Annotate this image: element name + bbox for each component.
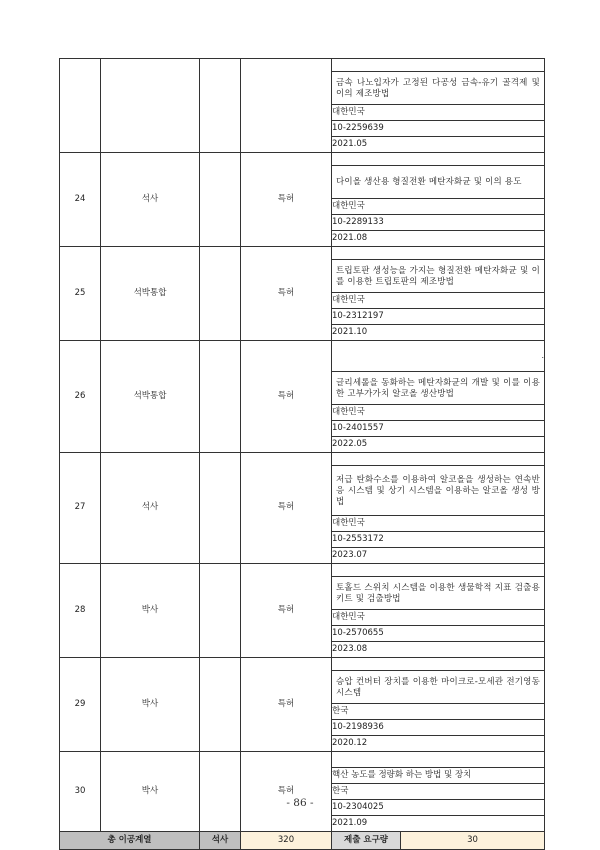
row-spacer (332, 752, 545, 768)
row-type (241, 59, 332, 153)
row-title: 승압 컨버터 장치를 이용한 마이크로-모세관 전기영동 시스템 (332, 671, 545, 704)
row-blank-cell (200, 752, 241, 832)
table-row (60, 153, 545, 166)
summary-count: 320 (241, 832, 332, 850)
row-degree (101, 59, 200, 153)
row-blank-cell (200, 153, 241, 247)
stray-mark: . (541, 351, 544, 360)
row-type: 특허 (241, 247, 332, 341)
row-date: 2021.10 (332, 325, 545, 341)
row-title: 글리세롤을 동화하는 메탄자화균의 개발 및 이를 이용한 고부가가치 알코올 생산방법 (332, 372, 545, 405)
row-number: 26 (60, 341, 101, 453)
row-blank-cell (200, 59, 241, 153)
row-number: 30 (60, 752, 101, 832)
row-degree: 박사 (101, 752, 200, 832)
row-number: 25 (60, 247, 101, 341)
row-degree: 박사 (101, 564, 200, 658)
row-reg-no: 10-2401557 (332, 421, 545, 437)
table-row (60, 453, 545, 466)
row-country: 대한민국 (332, 405, 545, 421)
row-reg-no: 10-2553172 (332, 532, 545, 548)
row-date: 2021.09 (332, 816, 545, 832)
row-date: 2021.05 (332, 137, 545, 153)
required-label: 제출 요구량 (332, 832, 401, 849)
row-country: 대한민국 (332, 610, 545, 626)
row-reg-no: 10-2259639 (332, 121, 545, 137)
row-type: 특허 (241, 453, 332, 564)
table-row (60, 341, 545, 372)
page-number: - 86 - (286, 797, 314, 809)
row-date: 2023.08 (332, 642, 545, 658)
row-spacer (332, 153, 545, 166)
row-number: 24 (60, 153, 101, 247)
row-spacer (332, 59, 545, 72)
row-country: 대한민국 (332, 105, 545, 121)
row-degree: 박사 (101, 658, 200, 752)
row-type: 특허 (241, 752, 332, 832)
row-title: 핵산 농도를 정량화 하는 방법 및 장치 (332, 768, 545, 784)
row-blank-cell (200, 658, 241, 752)
row-degree: 석사 (101, 153, 200, 247)
summary-degree: 석사 (200, 832, 241, 850)
row-reg-no: 10-2198936 (332, 720, 545, 736)
row-number: 28 (60, 564, 101, 658)
row-date: 2021.08 (332, 231, 545, 247)
row-date: 2023.07 (332, 548, 545, 564)
row-title: 토홀드 스위치 시스템을 이용한 생물학적 지표 검출용 키트 및 검출방법 (332, 577, 545, 610)
row-country: 한국 (332, 704, 545, 720)
row-blank-cell (200, 564, 241, 658)
row-reg-no: 10-2289133 (332, 215, 545, 231)
row-country: 대한민국 (332, 199, 545, 215)
row-spacer (332, 564, 545, 577)
row-degree: 석박통합 (101, 341, 200, 453)
row-number (60, 59, 101, 153)
row-type: 특허 (241, 341, 332, 453)
row-type: 특허 (241, 564, 332, 658)
row-spacer (332, 658, 545, 671)
row-degree: 석박통합 (101, 247, 200, 341)
summary-label: 총 이공계열 (60, 832, 200, 850)
row-blank-cell (200, 341, 241, 453)
row-number: 27 (60, 453, 101, 564)
row-date: 2022.05 (332, 437, 545, 453)
row-reg-no: 10-2570655 (332, 626, 545, 642)
row-spacer (332, 453, 545, 466)
row-title: 트립토판 생성능을 가지는 형질전환 메탄자화균 및 이를 이용한 트립토판의 제조방법 (332, 260, 545, 293)
row-title: 금속 나노입자가 고정된 다공성 금속-유기 골격제 및 이의 제조방법 (332, 72, 545, 105)
row-blank-cell (200, 247, 241, 341)
row-reg-no: 10-2304025 (332, 800, 545, 816)
summary-row (60, 832, 545, 850)
row-blank-cell (200, 453, 241, 564)
table-row (60, 564, 545, 577)
row-degree: 석사 (101, 453, 200, 564)
row-country: 한국 (332, 784, 545, 800)
row-country: 대한민국 (332, 516, 545, 532)
row-country: 대한민국 (332, 293, 545, 309)
row-date: 2020.12 (332, 736, 545, 752)
table-row (60, 752, 545, 768)
row-type: 특허 (241, 658, 332, 752)
row-title: 저급 탄화수소를 이용하여 알코올을 생성하는 연속반응 시스템 및 상기 시스템을 이용하는 알코올 생성 방법 (332, 466, 545, 516)
row-spacer (332, 341, 545, 372)
row-spacer (332, 247, 545, 260)
row-number: 29 (60, 658, 101, 752)
table-row (60, 247, 545, 260)
patent-table (59, 58, 545, 850)
row-type: 특허 (241, 153, 332, 247)
required-value: 30 (401, 832, 544, 849)
row-title: 다이올 생산용 형질전환 메탄자화균 및 이의 용도 (332, 166, 545, 199)
table-row (60, 59, 545, 72)
row-reg-no: 10-2312197 (332, 309, 545, 325)
table-row (60, 658, 545, 671)
